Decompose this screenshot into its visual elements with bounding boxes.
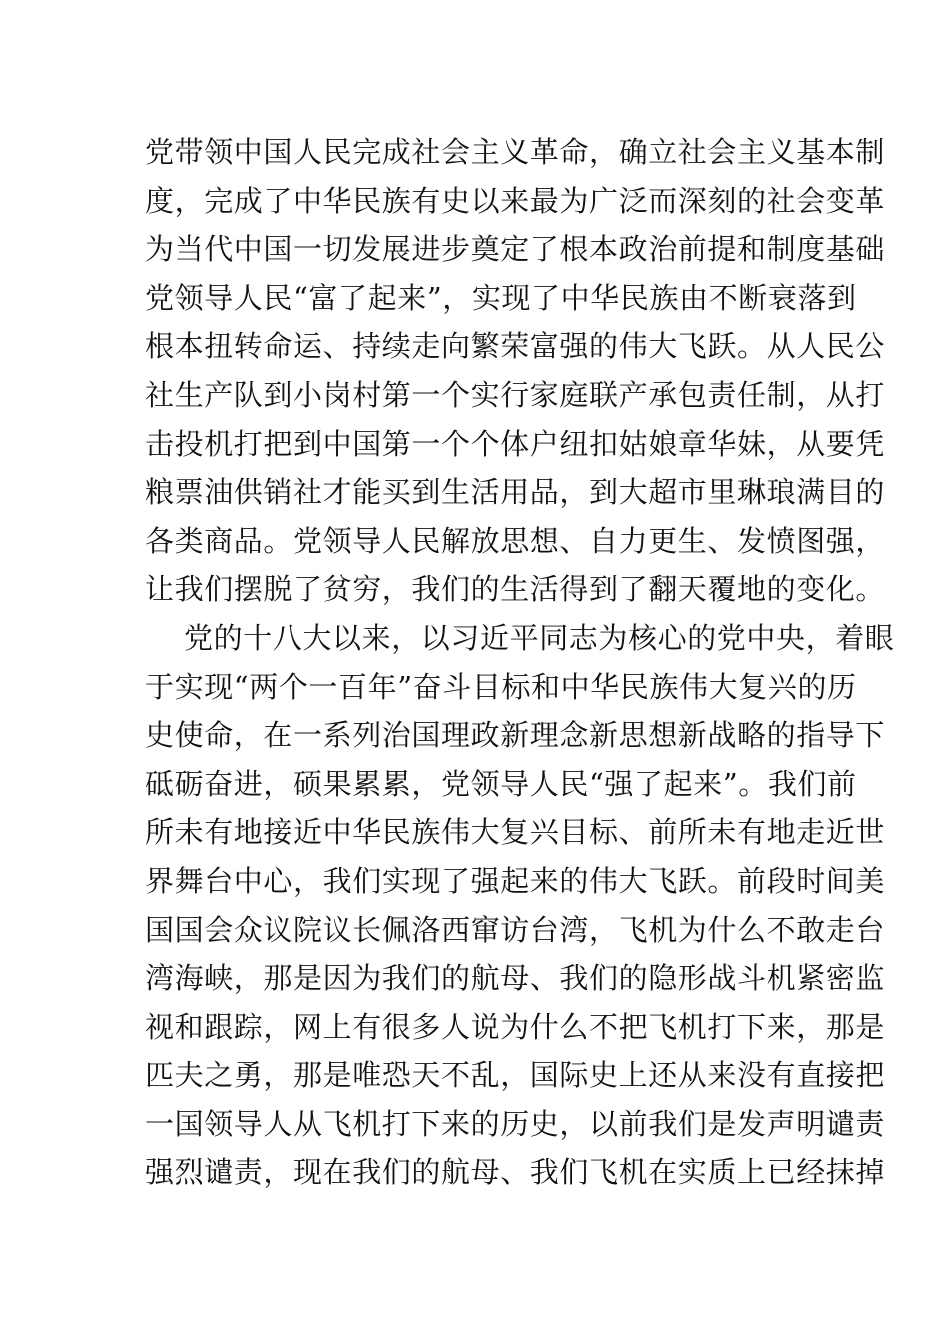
paragraph-start-line: 党的十八大以来，以习近平同志为核心的党中央，着眼: [184, 620, 895, 655]
text-line: 党领导人民“富了起来”，实现了中华民族由不断衰落到: [145, 280, 857, 315]
text-line: 粮票油供销社才能买到生活用品，到大超市里琳琅满目的: [145, 475, 886, 510]
text-line: 所未有地接近中华民族伟大复兴目标、前所未有地走近世: [145, 815, 886, 850]
text-line: 湾海峡，那是因为我们的航母、我们的隐形战斗机紧密监: [145, 961, 886, 996]
text-line: 为当代中国一切发展进步奠定了根本政治前提和制度基础: [145, 232, 886, 267]
text-line: 根本扭转命运、持续走向繁荣富强的伟大飞跃。从人民公: [145, 329, 886, 364]
text-line: 史使命，在一系列治国理政新理念新思想新战略的指导下: [145, 718, 886, 753]
text-line: 砥砺奋进，硕果累累，党领导人民“强了起来”。我们前: [145, 766, 857, 801]
body-text: [145, 128, 895, 1197]
text-line: 度，完成了中华民族有史以来最为广泛而深刻的社会变革: [145, 183, 886, 218]
text-line: 各类商品。党领导人民解放思想、自力更生、发愤图强，: [145, 523, 886, 558]
text-line: 于实现“两个一百年”奋斗目标和中华民族伟大复兴的历: [145, 669, 857, 704]
text-line: 强烈谴责，现在我们的航母、我们飞机在实质上已经抹掉: [145, 1155, 886, 1190]
text-line: 击投机打把到中国第一个个体户纽扣姑娘章华妹，从要凭: [145, 426, 886, 461]
text-line: 匹夫之勇，那是唯恐天不乱，国际史上还从来没有直接把: [145, 1058, 886, 1093]
text-line: 让我们摆脱了贫穷，我们的生活得到了翻天覆地的变化。: [145, 572, 886, 607]
text-line: 视和跟踪，网上有很多人说为什么不把飞机打下来，那是: [145, 1009, 886, 1044]
text-line: 国国会众议院议长佩洛西窜访台湾，飞机为什么不敢走台: [145, 912, 886, 947]
text-line: 党带领中国人民完成社会主义革命，确立社会主义基本制: [145, 135, 886, 169]
text-line: 社生产队到小岗村第一个实行家庭联产承包责任制，从打: [145, 377, 886, 412]
text-line: 界舞台中心，我们实现了强起来的伟大飞跃。前段时间美: [145, 863, 886, 898]
text-line: 一国领导人从飞机打下来的历史，以前我们是发声明谴责: [145, 1106, 886, 1141]
